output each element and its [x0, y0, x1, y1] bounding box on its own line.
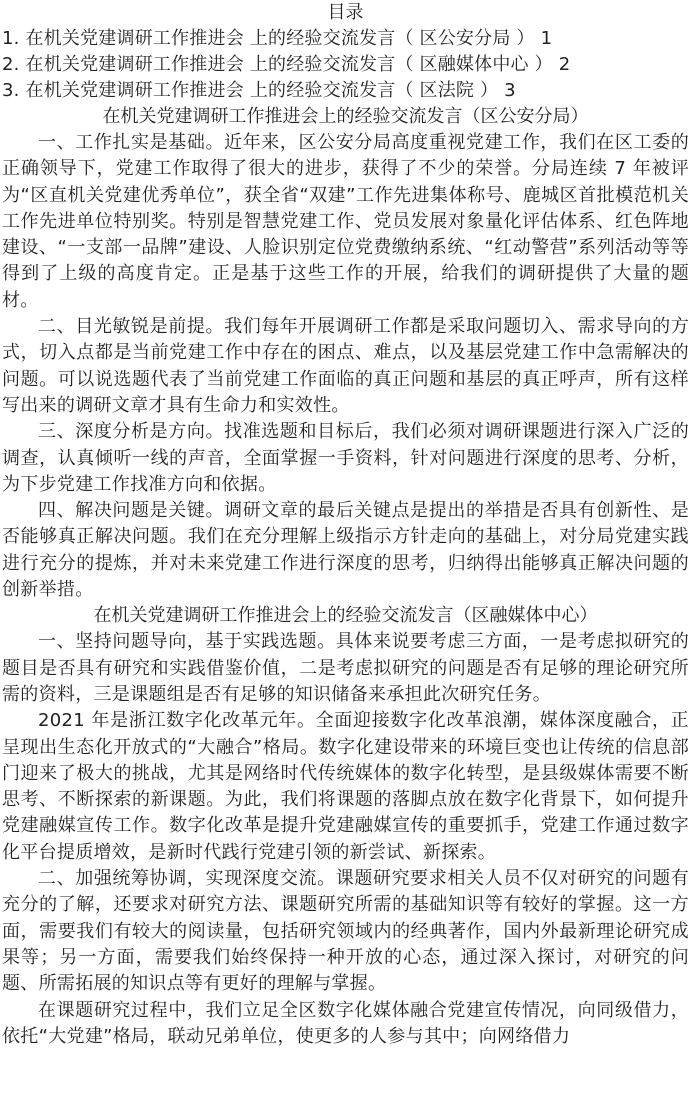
toc-item-3[interactable]: 3. 在机关党建调研工作推进会 上的经验交流发言（ 区法院 ） 3 — [2, 80, 516, 101]
paragraph: 2021 年是浙江数字化改革元年。全面迎接数字化改革浪潮，媒体深度融合，正呈现出生态化开放式的“大融合”格局。数字化建设带来的环境巨变也让传统的信息部门迎来了极大的挑战，尤其是网络时代传统媒体的数字化转型，是县级媒体需要不断思考、不断探索的新课题。为此，我们将课题的落脚点放在数字化背景下，如何提升党建融媒宣传工作。数字化改革是提升党建融媒宣传的重要抓手，党建工作通过数字化平台提质增效，是新时代践行党建引领的新尝试、新探索。 — [2, 710, 689, 863]
paragraph: 三、深度分析是方向。找准选题和目标后，我们必须对调研课题进行深入广泛的调查，认真倾听一线的声音，全面掌握一手资料，针对问题进行深度的思考、分析，为下步党建工作找准方向和依据。 — [2, 421, 689, 495]
section-title-police: 在机关党建调研工作推进会上的经验交流发言（区公安分局） — [102, 106, 589, 127]
toc-title: 目录 — [327, 2, 364, 23]
toc-item-1[interactable]: 1. 在机关党建调研工作推进会 上的经验交流发言（ 区公安分局 ） 1 — [2, 28, 553, 49]
section-title-media-center: 在机关党建调研工作推进会上的经验交流发言（区融媒体中心） — [93, 605, 598, 627]
paragraph: 二、加强统筹协调，实现深度交流。课题研究要求相关人员不仅对研究的问题有充分的了解，还要求对研究方法、课题研究所需的基础知识等有较好的掌握。这一方面，需要我们有较大的阅读量，包括研究领域内的经典著作，国内外最新理论研究成果等；另一方面，需要我们始终保持一种开放的心态，通过深入探讨，对研究的问题、所需拓展的知识点等有更好的理解与掌握。 — [2, 868, 689, 995]
paragraph: 一、工作扎实是基础。近年来，区公安分局高度重视党建工作，我们在区工委的正确领导下，党建工作取得了很大的进步，获得了不少的荣誉。分局连续 7 年被评为“区直机关党建优秀单位”，获全省“双建”工作先进集体称号、鹿城区首批模范机关工作先进单位特别奖。特别是智慧党建工作、党员发展对象量化评估体系、红色阵地建设、“一支部一品牌”建设、人脸识别定位党费缴纳系统、“红动警营”系列活动等等得到了上级的高度肯定。正是基于这些工作的开展，给我们的调研提供了大量的题材。 — [2, 132, 689, 311]
paragraph: 二、目光敏锐是前提。我们每年开展调研工作都是采取问题切入、需求导向的方式，切入点都是当前党建工作中存在的困点、难点，以及基层党建工作中急需解决的问题。可以说选题代表了当前党建工作面临的真正问题和基层的真正呼声，所有这样写出来的调研文章才具有生命力和实效性。 — [2, 316, 689, 416]
paragraph: 四、解决问题是关键。调研文章的最后关键点是提出的举措是否具有创新性、是否能够真正解决问题。我们在充分理解上级指示方针走向的基础上，对分局党建实践进行充分的提炼，并对未来党建工作进行深度的思考，归纳得出能够真正解决问题的创新举措。 — [2, 500, 689, 601]
toc-item-2[interactable]: 2. 在机关党建调研工作推进会 上的经验交流发言（ 区融媒体中心 ） 2 — [2, 54, 571, 75]
paragraph: 一、坚持问题导向，基于实践选题。具体来说要考虑三方面，一是考虑拟研究的题目是否具有研究和实践借鉴价值，二是考虑拟研究的问题是否有足够的理论研究所需的资料，三是课题组是否有足够的知识储备来承担此次研究任务。 — [2, 631, 689, 705]
paragraph: 在课题研究过程中，我们立足全区数字化媒体融合党建宣传情况，向同级借力，依托“大党建”格局，联动兄弟单位，使更多的人参与其中；向网络借力 — [2, 999, 689, 1047]
